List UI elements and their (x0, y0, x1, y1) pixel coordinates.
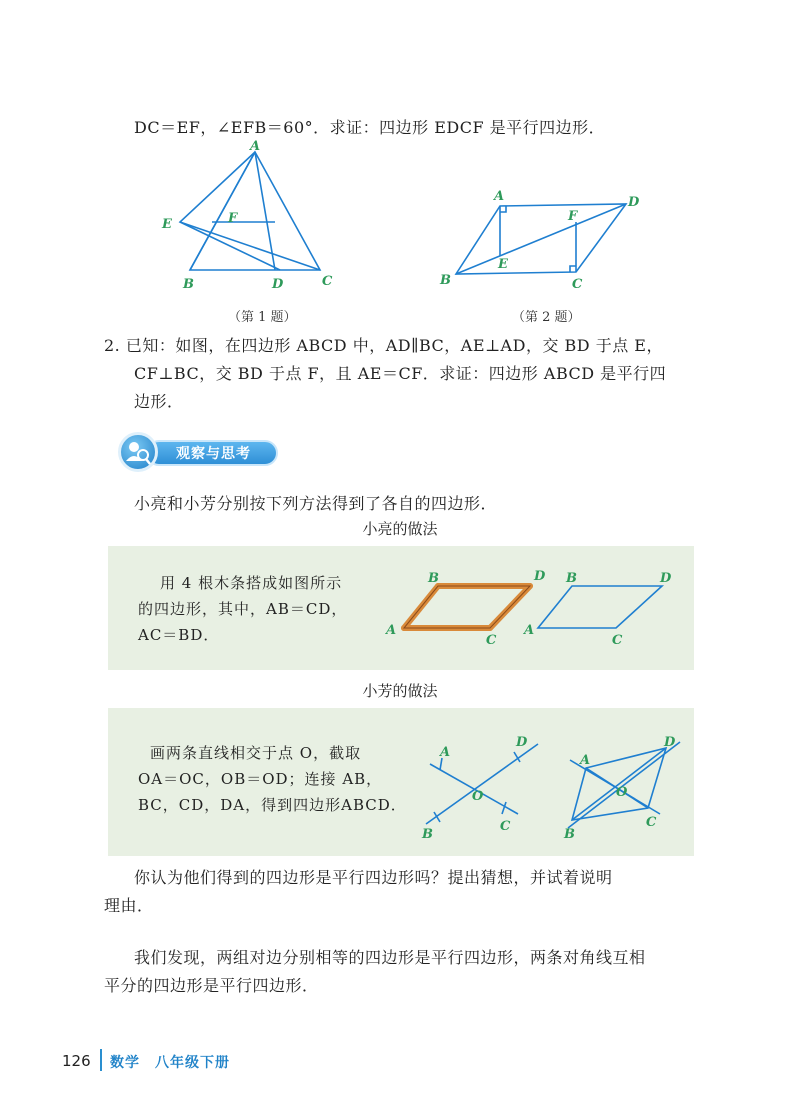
conclusion-line-2: 平分的四边形是平行四边形． (104, 976, 319, 995)
quad-label-d: D (664, 735, 676, 750)
lines-label-b: B (422, 827, 433, 842)
fig2-label-a: A (494, 189, 505, 204)
footer-divider (100, 1049, 102, 1071)
fig1-label-c: C (322, 274, 333, 289)
fig2-label-b: B (440, 273, 451, 288)
problem2-line-2: CF⊥BC，交 BD 于点 F，且 AE＝CF．求证：四边形 ABCD 是平行四 (134, 364, 667, 383)
page-number: 126 (62, 1052, 91, 1070)
fig2-label-c: C (572, 277, 583, 292)
quad-label-b: B (564, 827, 575, 842)
xiaoliang-text-3: AC＝BD． (138, 626, 220, 644)
lines-label-a: A (440, 745, 451, 760)
fig1-label-a: A (250, 140, 261, 154)
xiaofang-text-1: 画两条直线相交于点 O，截取 (150, 744, 362, 762)
para-label-a: A (524, 623, 535, 638)
conclusion-line-1: 我们发现，两组对边分别相等的四边形是平行四边形，两条对角线互相 (134, 948, 646, 967)
wood-label-b: B (428, 571, 439, 586)
fig2-label-f: F (568, 209, 578, 224)
figure-2-caption: （第 2 题） (512, 310, 581, 325)
intro-text: 小亮和小芳分别按下列方法得到了各自的四边形． (134, 494, 498, 513)
problem1-statement-tail: DC＝EF，∠EFB＝60°．求证：四边形 EDCF 是平行四边形． (134, 118, 606, 137)
para-label-c: C (612, 633, 623, 648)
xiaofang-title: 小芳的做法 (362, 682, 438, 700)
para-label-b: B (566, 571, 577, 586)
section-badge (118, 432, 280, 470)
fig2-label-d: D (628, 195, 640, 210)
figure-1-diagram (150, 140, 350, 300)
xiaoliang-text-2: 的四边形，其中，AB＝CD， (138, 600, 348, 618)
figure-1-caption: （第 1 题） (228, 310, 297, 325)
wood-label-d: D (534, 569, 546, 584)
xiaoliang-diagrams (380, 566, 680, 656)
xiaofang-text-3: BC，CD，DA，得到四边形ABCD． (138, 796, 407, 814)
section-title: 观察与思考 (176, 446, 251, 462)
quad-label-a: A (580, 753, 591, 768)
xiaofang-text-2: OA＝OC，OB＝OD；连接 AB， (138, 770, 383, 788)
fig2-label-e: E (498, 257, 508, 272)
question-line-2: 理由． (104, 896, 154, 915)
figure-2-diagram (436, 186, 646, 296)
question-line-1: 你认为他们得到的四边形是平行四边形吗？提出猜想，并试着说明 (134, 868, 613, 887)
wood-label-a: A (386, 623, 397, 638)
para-label-d: D (660, 571, 672, 586)
fig1-label-f: F (228, 211, 238, 226)
problem2-line-1: 2. 已知：如图，在四边形 ABCD 中，AD∥BC，AE⊥AD，交 BD 于点 E， (104, 336, 663, 355)
people-magnifier-icon (118, 432, 158, 472)
quad-label-o: O (616, 785, 628, 800)
problem2-line-3: 边形． (134, 392, 184, 411)
xiaofang-diagrams (420, 730, 690, 842)
fig1-label-b: B (183, 277, 194, 292)
quad-label-c: C (646, 815, 657, 830)
lines-label-c: C (500, 819, 511, 834)
lines-label-o: O (472, 789, 484, 804)
lines-label-d: D (516, 735, 528, 750)
xiaofang-box (108, 708, 694, 856)
fig1-label-d: D (272, 277, 284, 292)
xiaoliang-text-1: 用 4 根木条搭成如图所示 (160, 574, 343, 592)
book-title: 数学 八年级下册 (110, 1055, 230, 1071)
xiaoliang-title: 小亮的做法 (362, 520, 438, 538)
fig1-label-e: E (162, 217, 172, 232)
xiaoliang-box (108, 546, 694, 670)
wood-label-c: C (486, 633, 497, 648)
